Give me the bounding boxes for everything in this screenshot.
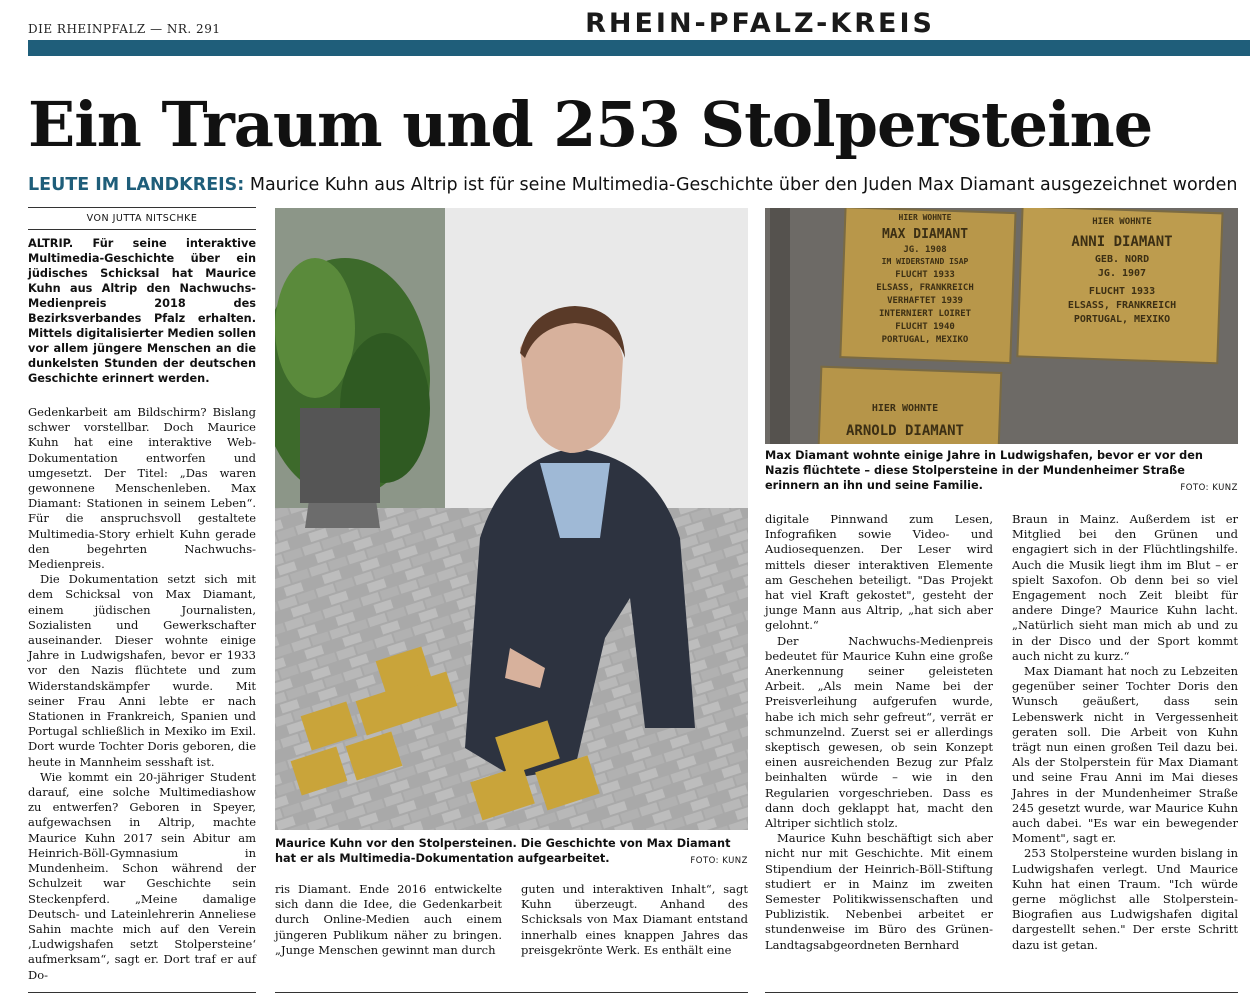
paragraph: ris Diamant. Ende 2016 entwickelte sich dann die Idee, die Gedenkarbeit durch Online-Medien auch einem jüngeren Publikum näher zu bringen. „Junge Menschen gewinnt man durch <box>275 882 502 957</box>
section-title: RHEIN-PFALZ-KREIS <box>585 8 935 39</box>
stone2-line: FLUCHT 1933 <box>1088 286 1156 297</box>
photo1-credit: FOTO: KUNZ <box>690 856 748 866</box>
article-kicker <box>28 175 1250 195</box>
paragraph: Max Diamant hat noch zu Lebzeiten gegenüber seiner Tochter Doris den Wunsch geäußert, dass sein Lebenswerk nicht in Vergessenheit geraten soll. Die Arbeit von Kuhn trägt nun einen großen Teil dazu bei. Als der Stolperstein für Max Diamant und seine Frau Anni im Mai dieses Jahres in der Mundenheimer Straße 245 gesetzt wurde, war Maurice Kuhn auch dabei. "Es war ein bewegender Moment", sagt er. <box>1012 664 1238 846</box>
stone3-line: HIER WOHNTE <box>871 403 939 414</box>
byline-rule-top <box>28 207 256 208</box>
stone1-line: FLUCHT 1933 <box>895 270 955 280</box>
stone2-line: JG. 1907 <box>1097 268 1147 279</box>
paragraph: Wie kommt ein 20-jähriger Student darauf, eine solche Multimediashow zu entwerfen? Geboren in Speyer, aufgewachsen in Altrip, machte Maurice Kuhn 2017 sein Abitur am Heinrich-Böll-Gymnasium in Mundenheim. Schon während der Schulzeit war Geschichte sein Steckenpferd. „Meine damalige Deutsch- und Lateinlehrerin Anneliese Sahin machte mich auf den Verein ‚Ludwigshafen setzt Stolpersteine‘ aufmerksam“, sagt er. Dort traf er auf Do- <box>28 769 256 982</box>
stone2-line: ANNI DIAMANT <box>1071 234 1173 250</box>
stone1-line: ELSASS, FRANKREICH <box>876 283 974 293</box>
stone1-line: VERHAFTET 1939 <box>887 296 963 306</box>
article-column-5 <box>1012 512 1238 953</box>
stone1-line: MAX DIAMANT <box>881 227 969 242</box>
photo-maurice-kuhn <box>275 208 748 830</box>
article-column-3 <box>521 882 748 958</box>
footer-rule <box>28 992 256 993</box>
photo-image <box>275 208 748 830</box>
paragraph: Braun in Mainz. Außerdem ist er Mitglied bei den Grünen und engagiert sich in der Flüchtlingshilfe. Auch die Musik liegt ihm im Blut – er spielt Saxofon. Ob denn bei so viel Engagement noch Zeit bleibt für andere Dinge? Maurice Kuhn lacht. „Natürlich sieht man mich ab und zu in der Disco und der Sport kommt auch nicht zu kurz.“ <box>1012 512 1238 663</box>
stone1-line: INTERNIERT LOIRET <box>878 309 972 319</box>
paragraph: Die Dokumentation setzt sich mit dem Schicksal von Max Diamant, einem jüdischen Journalisten, Sozialisten und Gewerkschafter auseinander. Dieser wohnte einige Jahre in Ludwigshafen, bevor er 1933 vor den Nazis flüchtete und zum Widerstandskämpfer wurde. Mit seiner Frau Anni lebte er nach Stationen in Frankreich, Spanien und Portugal schließlich in Mexiko im Exil. Dort wurde Tochter Doris geboren, die heute in Mannheim sesshaft ist. <box>28 572 256 769</box>
paragraph: Gedenkarbeit am Bildschirm? Bislang schwer vorstellbar. Doch Maurice Kuhn hat eine interaktive Web-Dokumentation entworfen und umgesetzt. Der Titel: „Das waren gewonnene Menschenleben. Max Diamant: Stationen in seinem Leben“. Für die anspruchsvoll gestaltete Multimedia-Story erhielt Kuhn gerade den begehrten Nachwuchs-Medienpreis. <box>28 405 256 572</box>
paragraph: digitale Pinnwand zum Lesen, Infografiken sowie Video- und Audiosequenzen. Der Leser wird mittels dieser interaktiven Elemente am Geschehen beteiligt. "Das Projekt hat viel Kraft gekostet", gesteht der junge Mann aus Altrip, „hat sich aber gelohnt.“ <box>765 512 993 633</box>
footer-rule <box>275 992 748 993</box>
header-rule <box>28 40 1250 56</box>
byline: VON JUTTA NITSCHKE <box>86 213 198 224</box>
kicker-label: LEUTE IM LANDKREIS: <box>28 175 245 195</box>
stone2-line: PORTUGAL, MEXIKO <box>1073 314 1171 325</box>
photo-image <box>765 208 1238 444</box>
publication-line: DIE RHEINPFALZ — NR. 291 <box>28 22 221 36</box>
stone1-line: PORTUGAL, MEXIKO <box>881 335 969 345</box>
footer-rule <box>765 992 1238 993</box>
stone3-line: ARNOLD DIAMANT <box>845 423 965 439</box>
kicker-text: Maurice Kuhn aus Altrip ist für seine Multimedia-Geschichte über den Juden Max Diamant ausgezeichnet worden <box>244 175 1238 195</box>
byline-rule-bottom <box>28 229 256 230</box>
photo2-caption <box>765 448 1238 496</box>
stone1-line: FLUCHT 1940 <box>895 322 955 332</box>
stone2-line: ELSASS, FRANKREICH <box>1067 300 1177 311</box>
photo1-caption-text: Maurice Kuhn vor den Stolpersteinen. Die Geschichte von Max Diamant hat er als Multimedia-Dokumentation aufgearbeitet. <box>275 837 731 865</box>
stone1-line: IM WIDERSTAND ISAP <box>881 257 969 266</box>
photo2-credit: FOTO: KUNZ <box>1180 483 1238 493</box>
article-lead: ALTRIP. Für seine interaktive Multimedia-Geschichte über ein jüdisches Schicksal hat Maurice Kuhn aus Altrip den Nachwuchs-Medienpreis 2018 des Bezirksverbandes Pfalz erhalten. Mittels digitalisierter Medien sollen vor allem jüngere Menschen an die dunkelsten Stunden der deutschen Geschichte erinnert werden. <box>28 237 256 385</box>
paragraph: 253 Stolpersteine wurden bislang in Ludwigshafen verlegt. Und Maurice Kuhn hat einen Traum. "Ich würde gerne möglichst alle Stolperstein-Biografien aus Ludwigshafen digital dargestellt sehen." Der erste Schritt dazu ist getan. <box>1012 846 1238 952</box>
article-headline: Ein Traum und 253 Stolpersteine <box>28 88 1153 161</box>
stone1-line: JG. 1908 <box>903 245 947 255</box>
article-column-2 <box>275 882 502 958</box>
paragraph: Der Nachwuchs-Medienpreis bedeutet für Maurice Kuhn eine große Anerkennung seiner geleisteten Arbeit. „Als mein Name bei der Preisverleihung aufgerufen wurde, habe ich mich sehr gefreut“, verrät er schmunzelnd. Zuerst sei er allerdings skeptisch gewesen, ob sein Konzept einen ausreichenden Bezug zur Pfalz beinhalten würde – wie in den Regularien vorgeschrieben. Dass es dann doch geklappt hat, macht den Altriper sichtlich stolz. <box>765 633 993 831</box>
article-column-4 <box>765 512 993 953</box>
stone1-line: HIER WOHNTE <box>898 213 952 222</box>
photo1-caption <box>275 836 748 869</box>
stone2-line: HIER WOHNTE <box>1092 217 1152 227</box>
paragraph: guten und interaktiven Inhalt“, sagt Kuhn überzeugt. Anhand des Schicksals von Max Diamant entstand innerhalb eines knappen Jahres das preisgekrönte Werk. Es enthält eine <box>521 882 748 957</box>
stone2-line: GEB. NORD <box>1094 254 1150 265</box>
article-column-1 <box>28 405 256 983</box>
photo2-caption-text: Max Diamant wohnte einige Jahre in Ludwigshafen, bevor er vor den Nazis flüchtete – diese Stolpersteine in der Mundenheimer Straße erinnern an ihn und seine Familie. <box>765 449 1203 492</box>
photo-stolpersteine <box>765 208 1238 444</box>
paragraph: Maurice Kuhn beschäftigt sich aber nicht nur mit Geschichte. Mit einem Stipendium der Heinrich-Böll-Stiftung studiert er in Mainz im zweiten Semester Politikwissenschaften und Publizistik. Nebenbei arbeitet er stundenweise im Büro des Grünen-Landtagsabgeordneten Bernhard <box>765 831 993 952</box>
